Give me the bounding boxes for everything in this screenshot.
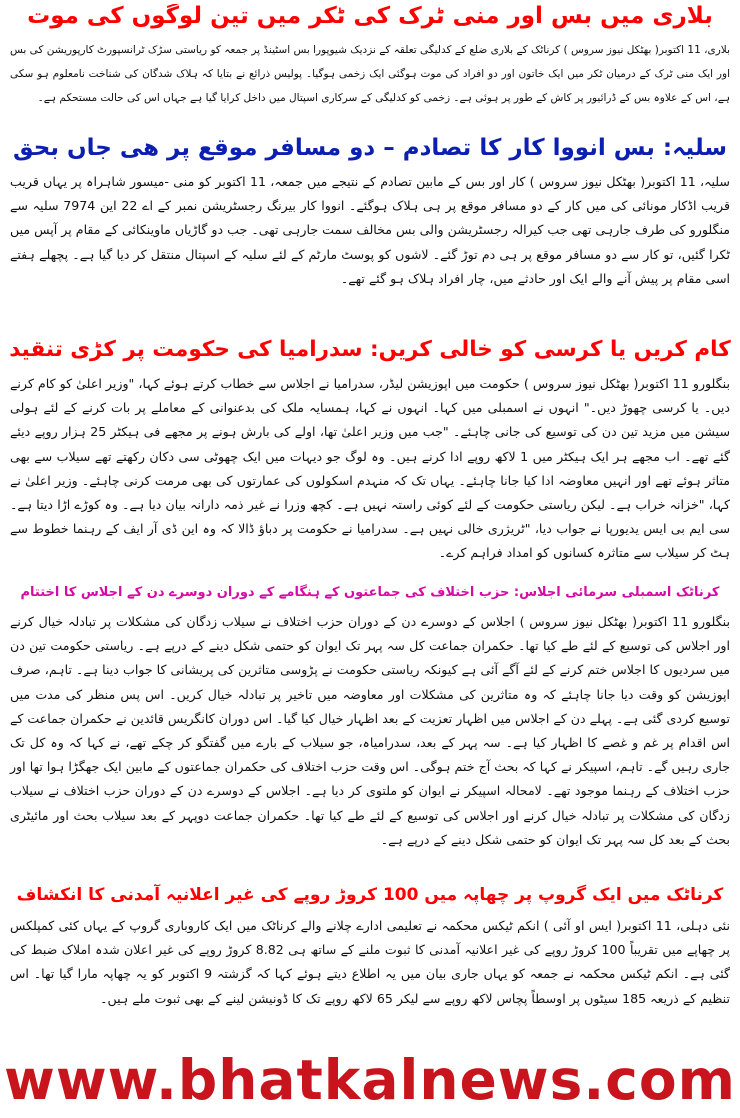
article-body: بنگلورو 11 اکتوبر( بھٹکل نیوز سروس ) حکومت میں اپوزیشن لیڈر، سدرامیا نے اجلاس سے خطاب کرتے ہوئے کہا، "وزیر اعلیٰ کو کام کرنے دیں۔ یا کرسی چھوڑ دیں۔" انہوں نے اسمبلی میں کہا۔ انہوں نے کہا، ہمسایہ ملک کی بدعنوانی کے معاملے پر بات کرنے کے لئے ہولی سیشن میں مزید تین دن کی توسیع کی جانی چاہئے۔ "جب میں وزیر اعلیٰ تھا، اولے کی بارش ہونے پر مجھے فی ہیکٹر 25 ہزار روپے دیئے گئے تھے۔ اب مجھے ہر ایک ہیکٹر میں 1 لاکھ روپے ادا کرنے ہیں۔ وہ لوگ جو دیہات میں ایک چھوٹی سی دکان رکھتے تھے سیلاب سے بھی متاثر ہوئے تھے اور انہیں معاوضہ ادا کیا جانا چاہئے۔ یہاں تک کہ منہدم اسکولوں کی عمارتوں کی بھی مرمت کرنی چاہئے۔ وزیر اعلیٰ نے کہا، "خزانہ خراب ہے۔ لیکن ریاستی حکومت کے لئے کوئی راستہ نہیں ہے۔ کچھ وزرا نے غیر ذمہ دارانہ بیان دیا ہے۔ وہ کوڑے اڑا دیتا ہے۔ سی ایم بی ایس یدیورپا نے جواب دیا، "ٹریژری خالی نہیں ہے۔ سدرامیا نے حکومت پر دباؤ ڈالا کہ وہ این ڈی آر ایف کے رہنما خطوط سے ہٹ کر سیلاب سے متاثرہ کسانوں کو امداد فراہم کرے۔ — [10, 376, 730, 561]
article-siddaramaiah-criticism — [8, 338, 732, 568]
article-body: بلاری، 11 اکتوبر( بھٹکل نیوز سروس ) کرناٹک کے بلاری ضلع کے کدلیگی تعلقہ کے نزدیک شیوپورا بس اسٹینڈ پر جمعہ کو ریاستی سڑک ٹرانسپورٹ کارپوریشن کی بس اور ایک منی ٹرک کے درمیان ٹکر میں ایک خاتون اور دو افراد کی موت ہوگئی ایک زخمی ہوگیا۔ پولیس ذرائع نے بتایا کہ ہلاک شدگان کی شناخت نامعلوم ہو سکی ہے، اس کے علاوہ بس کے ڈرائیور پر کاش کے طور پر ہوئی ہے۔ زخمی کو کدلیگی کے سرکاری اسپتال میں داخل کرایا گیا ہے جہاں اس کی حالت مستحکم ہے۔ — [10, 44, 730, 105]
headline: سلیہ: بس انووا کار کا تصادم – دو مسافر موقع پر ھی جاں بحق — [13, 136, 727, 161]
article-sullia-collision — [8, 136, 732, 324]
headline: کام کریں یا کرسی کو خالی کریں: سدرامیا کی حکومت پر کڑی تنقید — [9, 338, 731, 362]
article-body: نئی دہلی، 11 اکتوبر( ایس او آئی ) انکم ٹیکس محکمہ نے تعلیمی ادارے چلانے والے کرناٹک میں ایک کاروباری گروپ کے یہاں کئی کمپلکس پر چھاپے میں تقریباً 100 کروڑ روپے کی غیر اعلانیہ آمدنی کا ثبوت ملنے کے ساتھ ہی 8.82 کروڑ روپے کی غیر اعلان شدہ املاک ضبط کی گئی ہے۔ انکم ٹیکس محکمہ نے جمعہ کو یہاں جاری بیان میں یہ اطلاع دیتے ہوئے کہا کہ گزشتہ 9 اکتوبر کو یہ چھاپہ مارا گیا تھا۔ اس تنظیم کے ذریعہ 185 سیٹوں پر اوسطاً پچاس لاکھ روپے سے لیکر 65 لاکھ روپے تک کا ڈونیشن لینے کے بھی ثبوت ملے ہیں۔ — [10, 918, 730, 1006]
headline: بلاری میں بس اور منی ٹرک کی ٹکر میں تین لوگوں کی موت — [27, 4, 713, 29]
article-body: بنگلورو 11 اکتوبر( بھٹکل نیوز سروس ) اجلاس کے دوسرے دن کے دوران حزب اختلاف نے سیلاب زدگان کی مشکلات پر تبادلہ خیال کرنے اور اجلاس کی توسیع کے لئے طے کیا تھا۔ حکمران جماعت کل سہ پہر تک ایوان کو حتمی شکل دینے کے درپے ہے۔ ریاستی حکومت تین دن میں سردیوں کا اجلاس ختم کرنے کے لئے آگے آئی ہے کیونکہ ریاستی حکومت نے پڑوسی متاثرین کی پریشانی کا جواب دینا ہے۔ تاہم، صرف اپوزیشن کو وقت دیا جانا چاہئے کہ وہ متاثرین کی مشکلات اور معاوضہ میں تاخیر پر تبادلہ خیال کریں۔ اس پس منظر کی مدت میں توسیع کردی گئی ہے۔ پہلے دن کے اجلاس میں اظہار تعزیت کے بعد اظہار خیال کیا گیا۔ اس دوران کانگریس قائدین نے حکمران جماعت کے اس اقدام پر غم و غصے کا اظہار کیا ہے۔ سہ پہر کے بعد، سدرامیاہ، جو سیلاب کے بارے میں گفتگو کر چکے تھے، نے کہا کہ وہ کل تک جاری رہیں گے۔ تاہم، اسپیکر نے کہا کہ بحث آج ختم ہوگی۔ اس وقت حزب اختلاف کی حکمران جماعتوں کے مابین ایک جھگڑا ہوا تھا اور حزب اختلاف کے رہنما موجود تھے۔ لامحالہ اسپیکر نے ایوان کو ملتوی کر دیا ہے۔ اجلاس کے دوسرے دن کے دوران حزب اختلاف نے سیلاب زدگان کی مشکلات پر تبادلہ خیال کرنے اور اجلاس کی توسیع کے لئے طے کیا تھا۔ حکمران جماعت دوپہر کے بعد سیلاب بحث اور مائیٹری بحث کے بعد کل سہ پہر تک ایوان کو حتمی شکل دینے کے درپے ہے۔ — [10, 614, 730, 847]
site-url-footer[interactable]: www.bhatkalnews.com — [4, 1048, 736, 1112]
article-assembly-session — [8, 578, 732, 878]
headline: کرناٹک اسمبلی سرمائی اجلاس: حزب اختلاف کی جماعتوں کے ہنگامے کے دوران دوسرے دن کے اجلاس کا اختتام — [20, 585, 720, 600]
article-it-raid — [8, 880, 732, 1062]
article-bellary-accident — [8, 4, 732, 114]
article-body: سلیہ، 11 اکتوبر( بھٹکل نیوز سروس ) کار اور بس کے مابین تصادم کے نتیجے میں جمعہ، 11 اکتوبر کو منی -میسور شاہراہ پر یہاں قریب قریب اڈکار مونائی کی میں کار کے دو مسافر موقع پر ہی ہلاک ہوگئے۔ انووا کار بیرنگ رجسٹریشن نمبر کے اے 22 این 7974 سلیہ سے منگلورو کی طرف جارہی تھی جب کیرالہ رجسٹریشن والی بس مخالف سمت جارہی تھی۔ جب دو گاڑیاں ماوینکائی کے مقام پر آپس میں ٹکرا گئیں، تو کار سے دو مسافر موقع پر ہی دم توڑ گئے۔ لاشوں کو پوسٹ مارٹم کے لئے سلیہ کے اسپتال منتقل کر دیا گیا ہے۔ پچھلے ہفتے اسی مقام پر پیش آنے والے ایک اور حادثے میں، چار افراد ہلاک ہو گئے تھے۔ — [10, 174, 730, 286]
headline: کرناٹک میں ایک گروپ پر چھاپہ میں 100 کروڑ روپے کی غیر اعلانیہ آمدنی کا انکشاف — [16, 885, 724, 905]
